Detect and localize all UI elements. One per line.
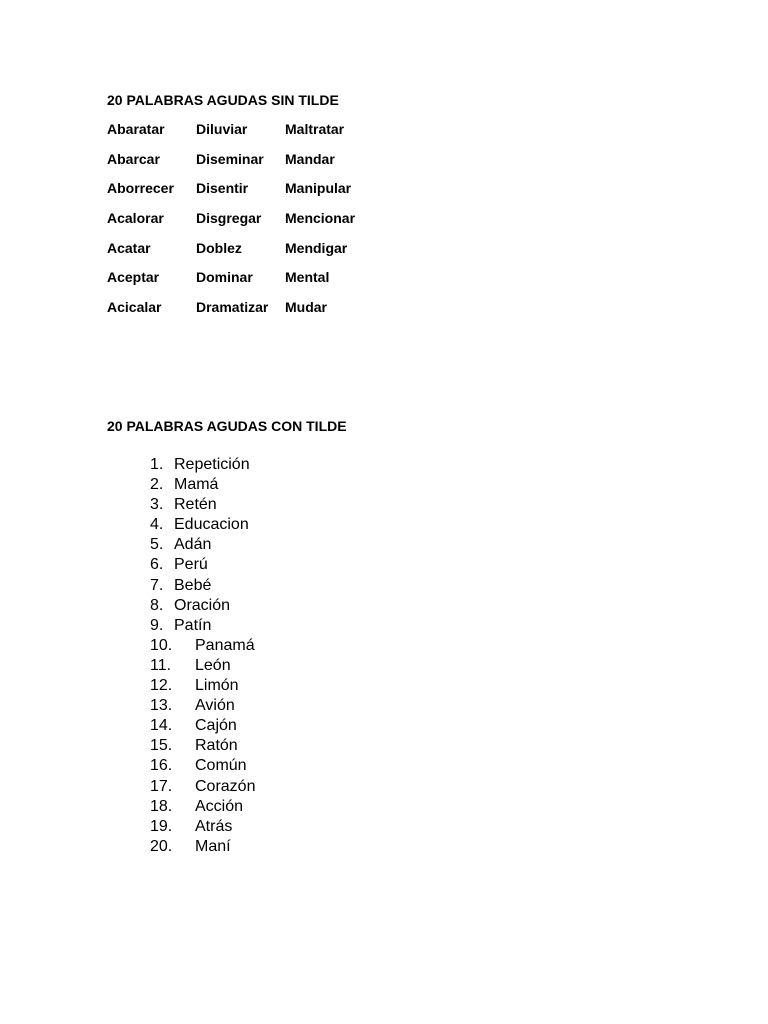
list-item [150,837,255,857]
word-cell: Acicalar [107,299,162,316]
word-cell: Diluviar [196,121,248,137]
word-cell: Disentir [196,180,249,197]
list-word: Adán [174,536,212,554]
list-word: Avión [195,697,235,715]
word-cell: Aceptar [107,269,160,286]
list-item [150,696,255,716]
list-number: 10. [150,636,173,654]
list-item [150,676,255,696]
list-number: 20. [150,837,173,855]
list-number: 14. [150,717,173,735]
word-row [107,179,407,209]
list-word: Común [195,757,247,775]
list-number: 4. [150,516,164,534]
word-cell: Dominar [196,269,253,286]
word-row [107,239,407,269]
list-item [150,656,255,676]
word-cell: Mental [285,269,330,286]
list-item [150,736,255,756]
list-item [150,777,255,797]
list-number: 16. [150,757,173,775]
list-number: 9. [150,616,164,634]
list-word: Oración [174,596,231,614]
list-word: Retén [174,496,217,514]
list-word: Atrás [195,817,233,835]
word-cell: Dramatizar [196,299,269,316]
list-word: Acción [195,797,244,815]
list-item [150,817,255,837]
list-word: Maní [195,837,231,855]
list-number: 1. [150,456,164,473]
list-item [150,555,255,575]
list-number: 8. [150,596,164,614]
section-1-heading: 20 PALABRAS AGUDAS SIN TILDE [107,92,339,108]
word-row [107,298,407,328]
list-word: Ratón [195,737,238,755]
list-number: 12. [150,677,173,695]
word-cell: Mudar [285,299,327,316]
list-number: 11. [150,656,172,674]
word-cell: Abaratar [107,121,165,137]
list-number: 13. [150,697,173,715]
list-item [150,596,255,616]
word-cell: Aborrecer [107,180,174,197]
list-item [150,515,255,535]
word-cell: Diseminar [196,150,264,167]
list-word: Perú [174,556,208,574]
list-item [150,716,255,736]
list-item [150,756,255,776]
list-number: 2. [150,476,164,494]
word-cell: Mendigar [285,239,348,256]
list-word: Limón [195,677,239,695]
word-cell: Disgregar [196,210,262,227]
list-item [150,535,255,555]
list-item [150,616,255,636]
list-word: León [195,656,231,674]
list-item [150,576,255,596]
list-word: Panamá [195,636,255,654]
list-word: Bebé [174,576,212,594]
word-cell: Acalorar [107,210,164,227]
word-table-sin-tilde [107,120,407,328]
list-number: 19. [150,817,173,835]
list-number: 6. [150,556,164,574]
section-2-heading: 20 PALABRAS AGUDAS CON TILDE [107,418,347,434]
list-word: Patín [174,616,212,634]
word-cell: Mandar [285,150,335,167]
list-word: Mamá [174,476,219,494]
list-word: Repetición [174,456,250,473]
word-cell: Mencionar [285,210,356,227]
list-number: 18. [150,797,173,815]
list-number: 5. [150,536,164,554]
list-item [150,797,255,817]
list-number: 17. [150,777,173,795]
word-cell: Maltratar [285,121,345,137]
word-row [107,120,407,150]
list-word: Corazón [195,777,256,795]
list-word: Educacion [174,516,249,534]
list-word: Cajón [195,717,237,735]
list-item [150,475,255,495]
list-item [150,636,255,656]
word-row [107,209,407,239]
word-cell: Abarcar [107,150,160,167]
list-number: 15. [150,737,173,755]
numbered-list-con-tilde [150,455,255,857]
list-number: 7. [150,576,164,594]
word-row [107,268,407,298]
word-cell: Manipular [285,180,352,197]
word-cell: Doblez [196,239,242,256]
list-number: 3. [150,496,164,514]
list-item [150,495,255,515]
word-row [107,150,407,180]
word-cell: Acatar [107,239,151,256]
list-item [150,455,255,475]
